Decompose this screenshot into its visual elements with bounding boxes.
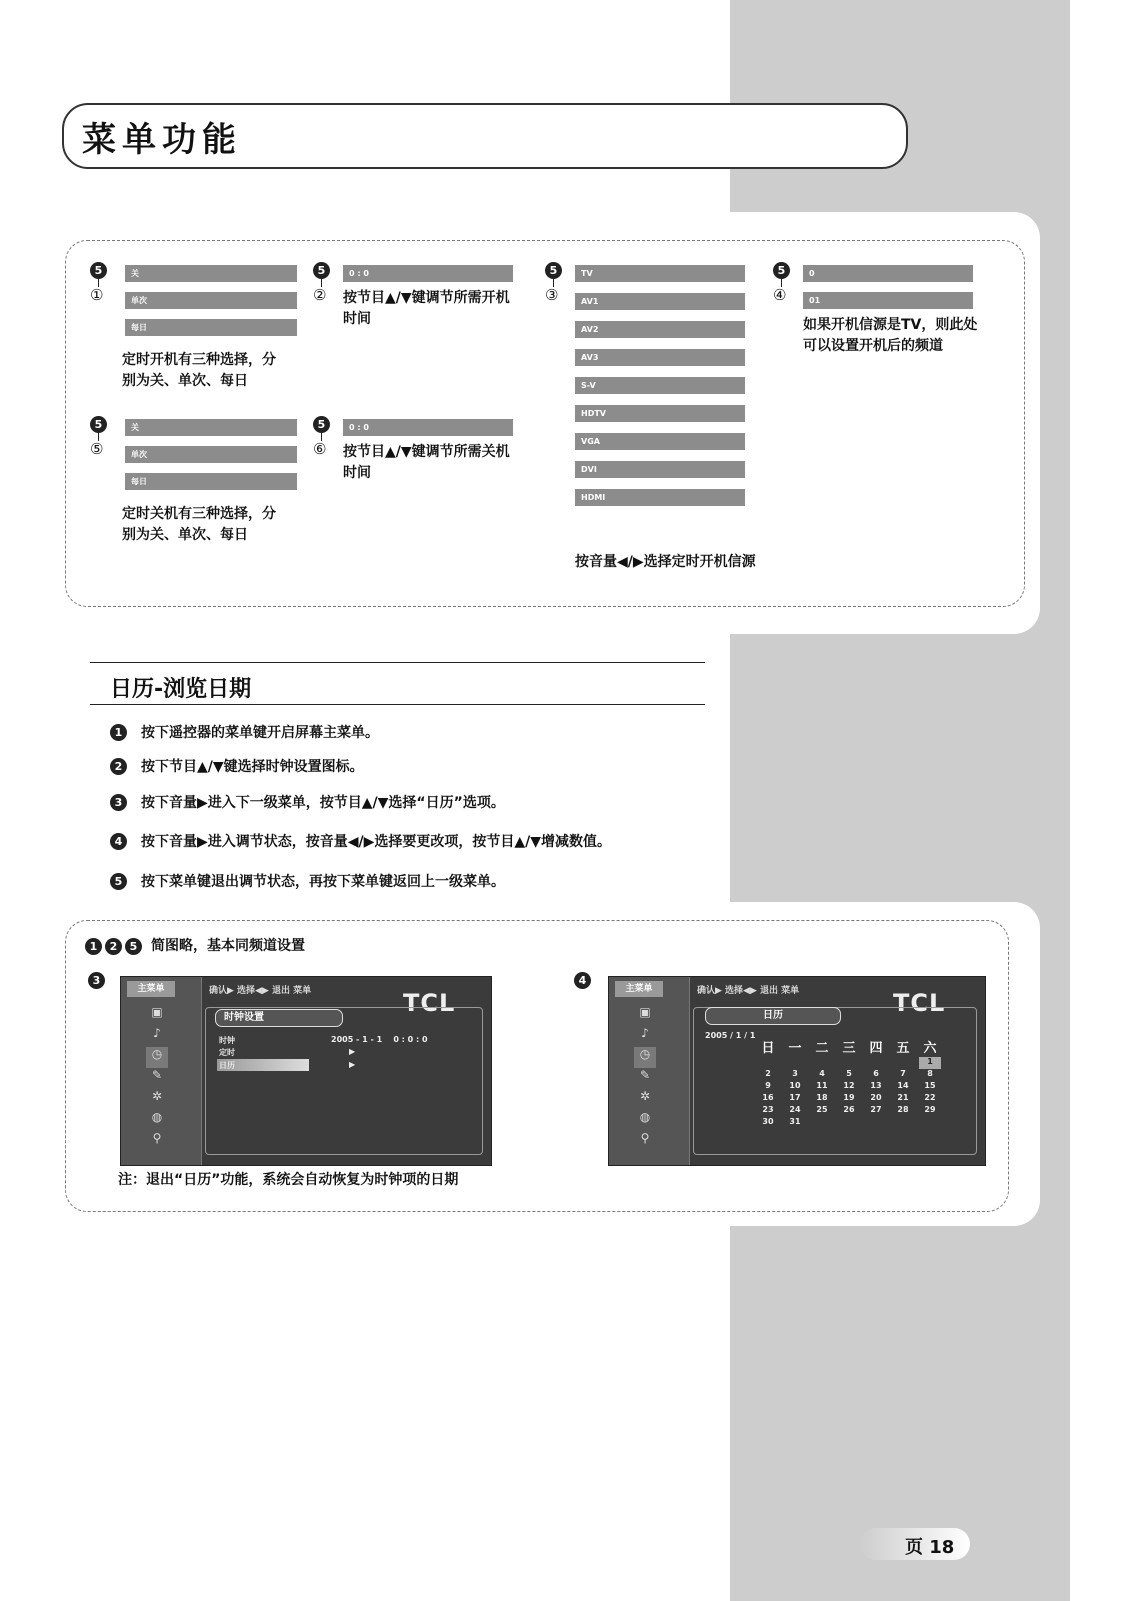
weekday-label: 三	[842, 1041, 856, 1056]
calendar-weekday-row	[757, 1037, 941, 1056]
calendar-day	[838, 1057, 860, 1069]
calendar-day: 4	[819, 1069, 825, 1078]
music-icon: ♪	[153, 1026, 161, 1040]
section-title: 日历-浏览日期	[110, 677, 252, 702]
calendar-week	[757, 1081, 941, 1093]
timer-group-on-mode	[90, 262, 305, 402]
calendar-day	[919, 1117, 941, 1129]
step-number-badge: 5	[125, 938, 142, 955]
tv-title-pill: 日历	[705, 1007, 841, 1025]
tv-icon-column	[146, 1005, 168, 1152]
gear-icon: ✲	[639, 1089, 651, 1103]
screens-header-text: 简图略，基本同频道设置	[151, 938, 305, 954]
tv-screen-calendar	[608, 976, 986, 1166]
wrench-icon: ✎	[639, 1068, 651, 1082]
screen-b-number: 4	[574, 972, 591, 989]
calendar-day: 25	[816, 1105, 828, 1114]
option-bar: HDMI	[575, 489, 745, 506]
calendar-day: 16	[762, 1093, 774, 1102]
step-number-badge: 2	[110, 758, 127, 775]
option-note: 按音量◀/▶选择定时开机信源	[575, 554, 756, 570]
calendar-day: 5	[846, 1069, 852, 1078]
calendar-day	[892, 1057, 914, 1069]
tv-content-frame	[205, 1007, 483, 1155]
timer-group-on-time	[313, 262, 533, 362]
timer-group-on-channel	[773, 262, 1003, 362]
option-note: 如果开机信源是TV，则此处 可以设置开机后的频道	[803, 317, 978, 354]
option-bar: 单次	[125, 446, 297, 463]
section-rule-bottom	[90, 704, 705, 705]
step-text: 按下节目▲/▼键选择时钟设置图标。	[141, 759, 364, 775]
calendar-day: 17	[789, 1093, 801, 1102]
calendar-day: 23	[762, 1105, 774, 1114]
step-number-badge: 1	[110, 724, 127, 741]
clock-icon: ◷	[634, 1047, 656, 1068]
step-text: 按下音量▶进入下一级菜单，按节目▲/▼选择“日历”选项。	[141, 795, 505, 811]
step-text: 按下菜单键退出调节状态，再按下菜单键返回上一级菜单。	[141, 874, 505, 890]
calendar-day	[811, 1057, 833, 1069]
step-badge: 5	[90, 262, 107, 279]
calendar-day	[838, 1117, 860, 1129]
tv-row-value: 2005 - 1 - 1 0 : 0 : 0	[331, 1035, 428, 1044]
item-number: ①	[90, 286, 104, 304]
option-bar: 0	[803, 265, 973, 282]
step-3	[110, 792, 505, 812]
calendar-week	[757, 1117, 941, 1129]
weekday-label: 二	[815, 1041, 829, 1056]
option-bar: 每日	[125, 319, 297, 336]
calendar-day: 7	[900, 1069, 906, 1078]
calendar-day: 19	[843, 1093, 855, 1102]
calendar-date: 2005 / 1 / 1	[705, 1031, 756, 1040]
item-number: ②	[313, 286, 327, 304]
step-number-badge: 4	[110, 833, 127, 850]
calendar-day: 24	[789, 1105, 801, 1114]
globe-icon: ◍	[639, 1110, 651, 1124]
tv-row-label: 日历	[219, 1061, 235, 1070]
item-number: ⑤	[90, 440, 104, 458]
step-1	[110, 722, 379, 742]
weekday-label: 日	[761, 1041, 775, 1056]
option-note: 定时开机有三种选择，分 别为关、单次、每日	[122, 352, 276, 389]
option-bar: 01	[803, 292, 973, 309]
tv-menu-tab: 主菜单	[615, 981, 663, 997]
screens-header	[85, 936, 305, 957]
option-bar: S-V	[575, 377, 745, 394]
calendar-week	[757, 1093, 941, 1105]
tcl-logo: TCL	[403, 989, 456, 1017]
calendar-day: 13	[870, 1081, 882, 1090]
calendar-day: 14	[897, 1081, 909, 1090]
option-bar: 0 : 0	[343, 265, 513, 282]
calendar-day	[757, 1057, 779, 1069]
wrench-icon: ✎	[151, 1068, 163, 1082]
step-4	[110, 831, 611, 851]
screen-a-number: 3	[88, 972, 105, 989]
option-bar: 0 : 0	[343, 419, 513, 436]
timer-group-on-source	[545, 262, 775, 582]
calendar-week	[757, 1057, 941, 1069]
tv-title-pill: 时钟设置	[215, 1009, 343, 1027]
option-bar: 每日	[125, 473, 297, 490]
section-rule-top	[90, 662, 705, 663]
picture-icon: ▣	[151, 1005, 163, 1019]
calendar-week	[757, 1105, 941, 1117]
calendar-day	[811, 1117, 833, 1129]
step-badge: 5	[773, 262, 790, 279]
magnifier-icon: ⚲	[640, 1131, 650, 1145]
calendar-day: 30	[762, 1117, 774, 1126]
step-badge: 5	[545, 262, 562, 279]
weekday-label: 四	[869, 1041, 883, 1056]
step-badge: 5	[90, 416, 107, 433]
item-number: ③	[545, 286, 559, 304]
step-number-badge: 2	[105, 938, 122, 955]
calendar-week	[757, 1069, 941, 1081]
tv-screen-clock-settings	[120, 976, 492, 1166]
tv-row-label: 定时	[219, 1048, 235, 1057]
calendar-day: 26	[843, 1105, 855, 1114]
calendar-day: 22	[924, 1093, 936, 1102]
globe-icon: ◍	[151, 1110, 163, 1124]
calendar-day	[784, 1057, 806, 1069]
item-number: ④	[773, 286, 787, 304]
option-bar: AV3	[575, 349, 745, 366]
timer-group-off-time	[313, 416, 533, 516]
tcl-logo: TCL	[893, 989, 946, 1017]
calendar-day: 29	[924, 1105, 936, 1114]
tv-menu-tab: 主菜单	[127, 981, 175, 997]
option-note: 按节目▲/▼键调节所需开机 时间	[343, 290, 510, 327]
page-title: 菜单功能	[82, 120, 242, 160]
step-number-badge: 1	[85, 938, 102, 955]
calendar-day	[865, 1117, 887, 1129]
option-bar: DVI	[575, 461, 745, 478]
picture-icon: ▣	[639, 1005, 651, 1019]
calendar-day: 2	[765, 1069, 771, 1078]
calendar-day: 10	[789, 1081, 801, 1090]
step-text: 按下遥控器的菜单键开启屏幕主菜单。	[141, 725, 379, 741]
step-2	[110, 756, 364, 776]
option-bar: TV	[575, 265, 745, 282]
step-5	[110, 871, 505, 891]
option-note: 定时关机有三种选择，分 别为关、单次、每日	[122, 506, 276, 543]
step-badge: 5	[313, 416, 330, 433]
item-number: ⑥	[313, 440, 327, 458]
gear-icon: ✲	[151, 1089, 163, 1103]
tv-row-label: 时钟	[219, 1036, 235, 1045]
option-bar: HDTV	[575, 405, 745, 422]
calendar-day: 15	[924, 1081, 936, 1090]
timer-group-off-mode	[90, 416, 305, 556]
option-bar: 单次	[125, 292, 297, 309]
tv-row-value: ▶	[349, 1060, 356, 1069]
music-icon: ♪	[641, 1026, 649, 1040]
calendar-grid	[757, 1057, 941, 1129]
weekday-label: 六	[923, 1041, 937, 1056]
screens-footnote: 注：退出“日历”功能，系统会自动恢复为时钟项的日期	[118, 1172, 459, 1188]
magnifier-icon: ⚲	[152, 1131, 162, 1145]
step-number-badge: 5	[110, 873, 127, 890]
calendar-day: 12	[843, 1081, 855, 1090]
step-number-badge: 3	[110, 794, 127, 811]
calendar-day	[892, 1117, 914, 1129]
calendar-day	[865, 1057, 887, 1069]
calendar-day: 8	[927, 1069, 933, 1078]
page-number: 页 18	[905, 1537, 955, 1558]
clock-icon: ◷	[146, 1047, 168, 1068]
tv-icon-column	[634, 1005, 656, 1152]
tv-topbar-hints: 确认▶ 选择◀▶ 退出 菜单	[209, 986, 312, 996]
calendar-day: 18	[816, 1093, 828, 1102]
calendar-day: 31	[789, 1117, 801, 1126]
calendar-day: 9	[765, 1081, 771, 1090]
option-note: 按节目▲/▼键调节所需关机 时间	[343, 444, 510, 481]
option-bar: AV1	[575, 293, 745, 310]
option-bar: AV2	[575, 321, 745, 338]
option-bar: 关	[125, 265, 297, 282]
calendar-day: 11	[816, 1081, 828, 1090]
calendar-day-selected: 1	[919, 1057, 941, 1069]
calendar-day: 20	[870, 1093, 882, 1102]
calendar-day: 27	[870, 1105, 882, 1114]
tv-row-value: ▶	[349, 1047, 356, 1056]
step-text: 按下音量▶进入调节状态，按音量◀/▶选择要更改项，按节目▲/▼增减数值。	[141, 834, 612, 850]
calendar-day: 3	[792, 1069, 798, 1078]
calendar-day: 21	[897, 1093, 909, 1102]
calendar-day: 28	[897, 1105, 909, 1114]
weekday-label: 五	[896, 1041, 910, 1056]
option-bar: 关	[125, 419, 297, 436]
option-bar: VGA	[575, 433, 745, 450]
calendar-day: 6	[873, 1069, 879, 1078]
tv-topbar-hints: 确认▶ 选择◀▶ 退出 菜单	[697, 986, 800, 996]
step-badge: 5	[313, 262, 330, 279]
weekday-label: 一	[788, 1041, 802, 1056]
